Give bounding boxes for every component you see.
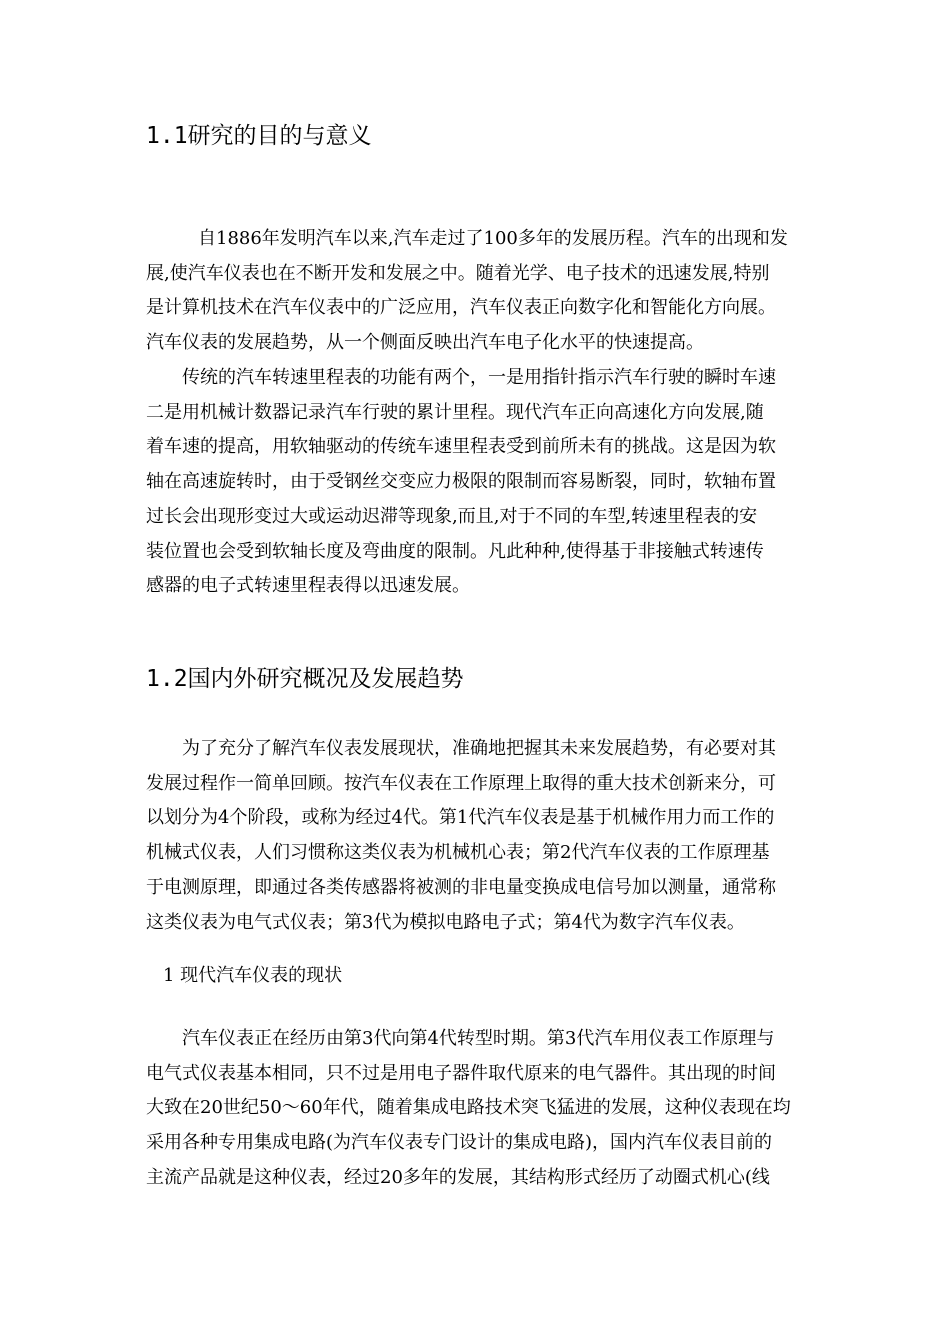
text-line: 大致在20世纪50～60年代，随着集成电路技术突飞猛进的发展，这种仪表现在均	[146, 1097, 791, 1119]
text-line: 展,使汽车仪表也在不断开发和发展之中。随着光学、电子技术的迅速发展,特别	[146, 262, 770, 284]
text-line: 于电测原理，即通过各类传感器将被测的非电量变换成电信号加以测量，通常称	[146, 876, 776, 898]
text-line: 自1886年发明汽车以来,汽车走过了100多年的发展历程。汽车的出现和发	[198, 228, 788, 249]
subheading-modern-status: 1 现代汽车仪表的现状	[163, 965, 343, 986]
text-line: 着车速的提高，用软轴驱动的传统车速里程表受到前所未有的挑战。这是因为软	[146, 436, 776, 458]
text-line: 汽车仪表正在经历由第3代向第4代转型时期。第3代汽车用仪表工作原理与	[182, 1028, 775, 1049]
text-line: 发展过程作一简单回顾。按汽车仪表在工作原理上取得的重大技术创新来分，可	[146, 772, 776, 794]
section-heading-1-1: 1.1研究的目的与意义	[146, 123, 372, 149]
text-line: 以划分为4个阶段，或称为经过4代。第1代汽车仪表是基于机械作用力而工作的	[146, 807, 775, 829]
text-line: 汽车仪表的发展趋势，从一个侧面反映出汽车电子化水平的快速提高。	[146, 332, 704, 354]
paragraph-1-1-b	[146, 361, 806, 604]
paragraph-1-2-b	[146, 1022, 806, 1196]
text-line: 传统的汽车转速里程表的功能有两个，一是用指针指示汽车行驶的瞬时车速	[182, 367, 776, 388]
text-line: 这类仪表为电气式仪表；第3代为模拟电路电子式；第4代为数字汽车仪表。	[146, 911, 745, 933]
text-line: 为了充分了解汽车仪表发展现状，准确地把握其未来发展趋势，有必要对其	[182, 738, 776, 759]
text-line: 机械式仪表，人们习惯称这类仪表为机械机心表；第2代汽车仪表的工作原理基	[146, 842, 770, 864]
text-line: 过长会出现形变过大或运动迟滞等现象,而且,对于不同的车型,转速里程表的安	[146, 505, 758, 527]
text-line: 感器的电子式转速里程表得以迅速发展。	[146, 575, 470, 597]
paragraph-1-1-a	[146, 222, 806, 361]
text-line: 二是用机械计数器记录汽车行驶的累计里程。现代汽车正向高速化方向发展,随	[146, 401, 764, 423]
text-line: 采用各种专用集成电路(为汽车仪表专门设计的集成电路)，国内汽车仪表目前的	[146, 1132, 773, 1154]
text-line: 电气式仪表基本相同，只不过是用电子器件取代原来的电气器件。其出现的时间	[146, 1062, 776, 1084]
section-heading-1-2: 1.2国内外研究概况及发展趋势	[146, 666, 464, 692]
text-line: 是计算机技术在汽车仪表中的广泛应用，汽车仪表正向数字化和智能化方向展。	[146, 297, 776, 319]
text-line: 装位置也会受到软轴长度及弯曲度的限制。凡此种种,使得基于非接触式转速传	[146, 540, 764, 562]
text-line: 主流产品就是这种仪表，经过20多年的发展，其结构形式经历了动圈式机心(线	[146, 1166, 770, 1188]
paragraph-1-2-a	[146, 732, 806, 940]
text-line: 轴在高速旋转时，由于受钢丝交变应力极限的限制而容易断裂，同时，软轴布置	[146, 471, 776, 493]
